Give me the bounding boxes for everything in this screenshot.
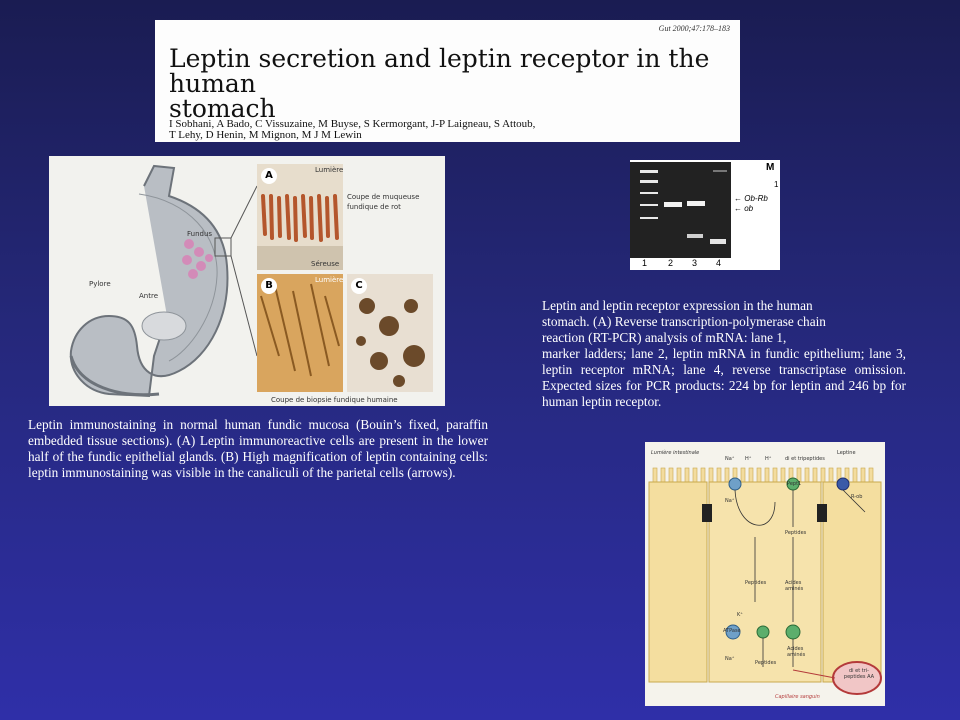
di-tripeptides-label: di et tripeptides (785, 456, 825, 462)
h-label-1: H⁺ (745, 456, 752, 462)
antre-label: Antre (139, 292, 159, 300)
atpase-label: ATPase (723, 628, 741, 634)
pylore-label: Pylore (89, 280, 111, 288)
journal-reference: Gut 2000;47:178–183 (658, 24, 730, 33)
lumiere-intestinale-label: Lumière intestinale (651, 450, 700, 456)
peptides-label-2: Peptides (745, 580, 767, 586)
panel-c-label: C (351, 278, 367, 294)
acides-amines-label-1: Acides aminés (785, 580, 804, 592)
gel-figure-caption (542, 298, 906, 410)
h-label-2: H⁺ (765, 456, 772, 462)
paper-header-clipping (155, 20, 740, 142)
gel-caption-line-2: stomach. (A) Reverse transcription-polymerase chain (542, 314, 826, 329)
gel-caption-line-3: reaction (RT-PCR) analysis of mRNA: lane 1, (542, 330, 787, 345)
ob-text: ob (744, 204, 754, 213)
stomach-diagram-figure (49, 156, 445, 406)
acides-amines-label-2: Acides aminés (787, 646, 806, 658)
gel-top-label: M (766, 162, 775, 173)
paper-title (169, 46, 740, 121)
lane-label-3: 3 (692, 258, 698, 268)
gel-image (630, 162, 731, 258)
paper-title-line-2: stomach (169, 94, 276, 123)
ob-arrow-label: ← ob (734, 204, 754, 213)
peptides-label-1: Peptides (785, 530, 807, 536)
gel-side-marker: 1 (774, 180, 779, 189)
sereuse-label: Séreuse (311, 260, 340, 268)
ob-rb-arrow-label: ← Ob-Rb (734, 194, 768, 203)
peptides-label-3: Peptides (755, 660, 777, 666)
ob-rb-text: Ob-Rb (744, 194, 768, 203)
lane-label-2: 2 (668, 258, 674, 268)
fundus-label: Fundus (187, 230, 213, 238)
enterocyte-illustration (645, 442, 885, 706)
paper-authors (169, 119, 729, 141)
lane-label-1: 1 (642, 258, 648, 268)
capillaire-label: Capillaire sanguin (775, 694, 820, 700)
pept1-label: Pept1 (787, 481, 802, 487)
na-label-1: Na⁺ (725, 456, 735, 462)
leptine-label: Leptine (837, 450, 856, 456)
di-tri-peptides-aa-label: di et tri-peptides AA (843, 668, 875, 680)
coupe-biopsie-label: Coupe de biopsie fundique humaine (271, 396, 398, 404)
na-label-3: Na⁺ (725, 656, 735, 662)
gel-caption-rest: marker ladders; lane 2, leptin mRNA in fundic epithelium; lane 3, leptin receptor mRNA; lane 4, reverse transcriptase omission. Expected sizes for PCR products: 224 bp for leptin and 246 bp for human leptin receptor. (542, 346, 906, 409)
k-plus-label: K⁺ (737, 612, 743, 618)
stomach-figure-caption: Leptin immunostaining in normal human fundic mucosa (Bouin’s fixed, paraffin embedded tissue sections). (A) Leptin immunoreactive cells are present in the lower half of the fundic epithelial glands. (B) High magnification of leptin containing cells: leptin immunostaining was visible in the canaliculi of the parietal cells (arrows). (28, 417, 488, 480)
lane-label-4: 4 (716, 258, 722, 268)
rt-pcr-gel-figure (630, 160, 780, 270)
coupe-muqueuse-label: Coupe de muqueuse fundique de rot (347, 193, 420, 211)
lumiere-label-b: Lumière (315, 276, 344, 284)
paper-title-line-1: Leptin secretion and leptin receptor in the human (169, 44, 710, 98)
ob-rb-label: R-ob (851, 494, 863, 500)
panel-b-label: B (261, 278, 277, 294)
authors-line-1: I Sobhani, A Bado, C Vissuzaine, M Buyse, S Kermorgant, J-P Laigneau, S Attoub, (169, 118, 536, 130)
authors-line-2: T Lehy, D Henin, M Mignon, M J M Lewin (169, 129, 362, 141)
enterocyte-transport-figure (645, 442, 885, 706)
lumiere-label-a: Lumière (315, 166, 344, 174)
panel-a-label: A (261, 168, 277, 184)
na-label-2: Na⁺ (725, 498, 735, 504)
gel-caption-line-1: Leptin and leptin receptor expression in the human (542, 298, 813, 313)
